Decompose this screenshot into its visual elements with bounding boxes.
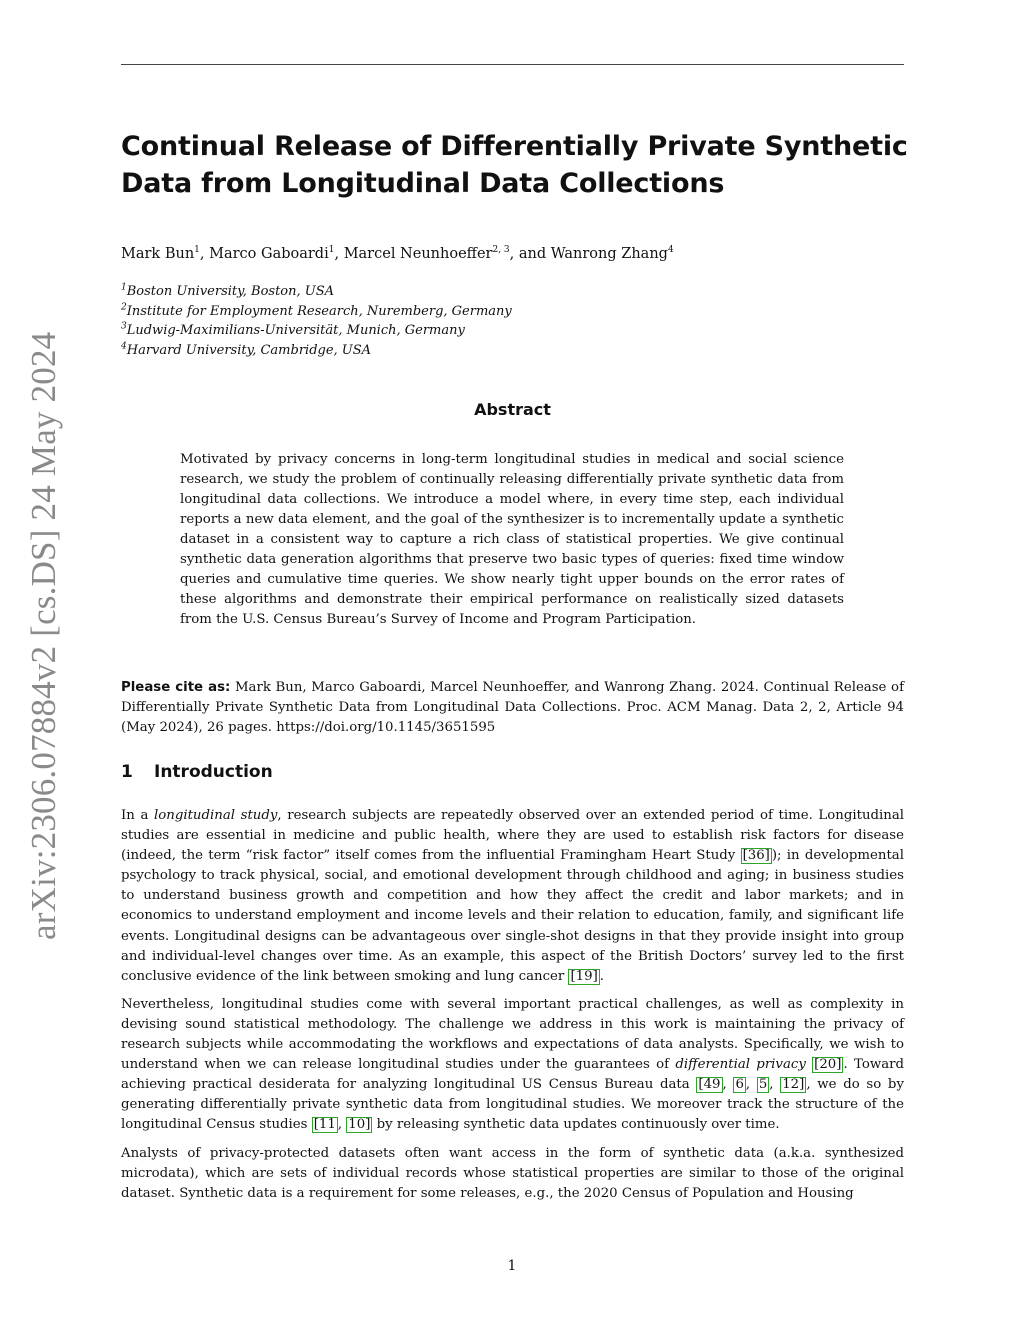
citation-label: Please cite as: [121, 680, 231, 695]
affiliation-text: Institute for Employment Research, Nuremberg, Germany [126, 303, 512, 319]
emphasis-text: longitudinal study [154, 808, 278, 823]
citation-text: Mark Bun, Marco Gaboardi, Marcel Neunhoeffer, and Wanrong Zhang. 2024. Continual Release of Differentially Private Synthetic Data from Longitudinal Data Collections. Proc. ACM Manag. Data 2, 2, Article 94 (May 2024), 26 pages. https://doi.org/10.1145/3651595 [121, 680, 904, 735]
paragraph-text: , research subjects are repeatedly observed over an extended period of time. Longitudinal studies are essential in medicine and public health, where they are used to establish risk factors for disease (indeed, the term “risk factor” itself comes from the influential Framingham Heart Study [121, 808, 905, 864]
citation-link[interactable]: [49 [698, 1077, 721, 1093]
affiliation [121, 282, 904, 302]
author-separator: , [334, 246, 344, 262]
citation-link[interactable]: [20] [814, 1057, 842, 1073]
paragraph-text: . Toward achieving practical desiderata for analyzing longitudinal US Census Bureau data [121, 1057, 904, 1093]
affiliation-number: 3 [121, 321, 127, 332]
paragraph [121, 1144, 904, 1204]
author-affiliation-marker: 1 [194, 245, 200, 256]
affiliation [121, 321, 904, 341]
affiliation [121, 302, 904, 322]
paragraph [121, 806, 904, 987]
citation-link[interactable]: 12] [782, 1077, 805, 1093]
citation-link[interactable]: [11 [313, 1117, 336, 1133]
paragraph-text: Nevertheless, longitudinal studies come with several important practical challenges, as well as complexity in devising sound statistical methodology. The challenge we address in this work is maintaining the privacy of research subjects while accommodating the workflows and expectations of data analysts. Specifically, we wish to understand when we can release longitudinal studies under the guarantees of [121, 996, 904, 1073]
affiliation-text: Boston University, Boston, USA [126, 284, 335, 299]
paragraph-text: , [722, 1077, 734, 1093]
affiliation-number: 2 [121, 302, 127, 313]
paragraph-text: Analysts of privacy-protected datasets often want access in the form of synthetic data (a.k.a. synthesized microdata), which are sets of individual records whose statistical properties are similar to those of the original dataset. Synthetic data is a requirement for some releases, e.g., the 2020 Census of Population and Housing [121, 1145, 904, 1201]
author-separator: , and [509, 246, 551, 262]
abstract-text: Motivated by privacy concerns in long-term longitudinal studies in medical and social science research, we study the problem of continually releasing differentially private synthetic data from longitudinal data collections. We introduce a model where, in every time step, each individual reports a new data element, and the goal of the synthesizer is to incrementally update a synthetic dataset in a consistent way to capture a rich class of statistical properties. We give continual synthetic data generation algorithms that preserve two basic types of queries: fixed time window queries and cumulative time queries. We show nearly tight upper bounds on the error rates of these algorithms and demonstrate their empirical performance on realistically sized datasets from the U.S. Census Bureau’s Survey of Income and Program Participation. [180, 452, 844, 627]
citation-link[interactable]: 10] [348, 1117, 371, 1133]
affiliation-text: Ludwig-Maximilians-Universität, Munich, Germany [126, 323, 465, 338]
section-heading [121, 762, 904, 782]
paragraph [121, 995, 904, 1136]
affiliation-list [121, 282, 904, 360]
citation-link[interactable]: [36] [742, 848, 770, 864]
emphasis-text: differential privacy [675, 1057, 806, 1073]
arxiv-stamp: arXiv:2306.07884v2 [cs.DS] 24 May 2024 [24, 331, 63, 940]
citation-link[interactable]: 5 [758, 1077, 768, 1093]
citation-link[interactable]: 6 [735, 1077, 744, 1093]
affiliation [121, 341, 904, 361]
affiliation-number: 1 [121, 282, 127, 293]
author-name: Marcel Neunhoeffer [343, 246, 493, 262]
top-rule [121, 64, 904, 65]
author-name: Mark Bun [121, 246, 195, 262]
author-name: Wanrong Zhang [550, 246, 668, 262]
paper-title: Continual Release of Differentially Private Synthetic Data from Longitudinal Data Collections [121, 131, 908, 199]
paragraph-text: In a [121, 808, 154, 823]
page-number: 1 [507, 1258, 517, 1274]
author-name: Marco Gaboardi [209, 246, 329, 262]
section-title: Introduction [154, 762, 273, 782]
author-affiliation-marker: 4 [667, 245, 674, 256]
author-affiliation-marker: 2, 3 [492, 245, 510, 256]
author-list [121, 244, 904, 264]
author-separator: , [199, 246, 210, 262]
author-affiliation-marker: 1 [328, 245, 335, 256]
paragraph-text: ); in developmental psychology to track physical, social, and emotional development through childhood and aging; in business studies to understand business growth and competition and how they affect the credit and labor markets; and in economics to understand employment and income levels and their relation to education, family, and significant life events. Longitudinal designs can be advantageous over single-shot designs in that they provide insight into group and individual-level changes over time. As an example, this aspect of the British Doctors’ survey led to the first conclusive evidence of the link between smoking and lung cancer [121, 848, 904, 984]
paragraph-text: , [769, 1077, 781, 1093]
abstract-heading: Abstract [474, 400, 551, 419]
section-number: 1 [121, 762, 133, 782]
affiliation-number: 4 [121, 341, 127, 352]
affiliation-text: Harvard University, Cambridge, USA [126, 342, 372, 358]
paragraph-text: , [745, 1077, 757, 1093]
citation-link[interactable]: [19] [570, 968, 598, 984]
body-text [121, 806, 904, 1212]
paragraph-text: by releasing synthetic data updates continuously over time. [372, 1117, 780, 1133]
paragraph-text: , [337, 1117, 347, 1133]
paragraph-text: , we do so by generating differentially private synthetic data from longitudinal studies. We moreover track the structure of the longitudinal Census studies [121, 1077, 904, 1133]
citation-block [121, 678, 904, 738]
paragraph-text: . [599, 968, 604, 984]
